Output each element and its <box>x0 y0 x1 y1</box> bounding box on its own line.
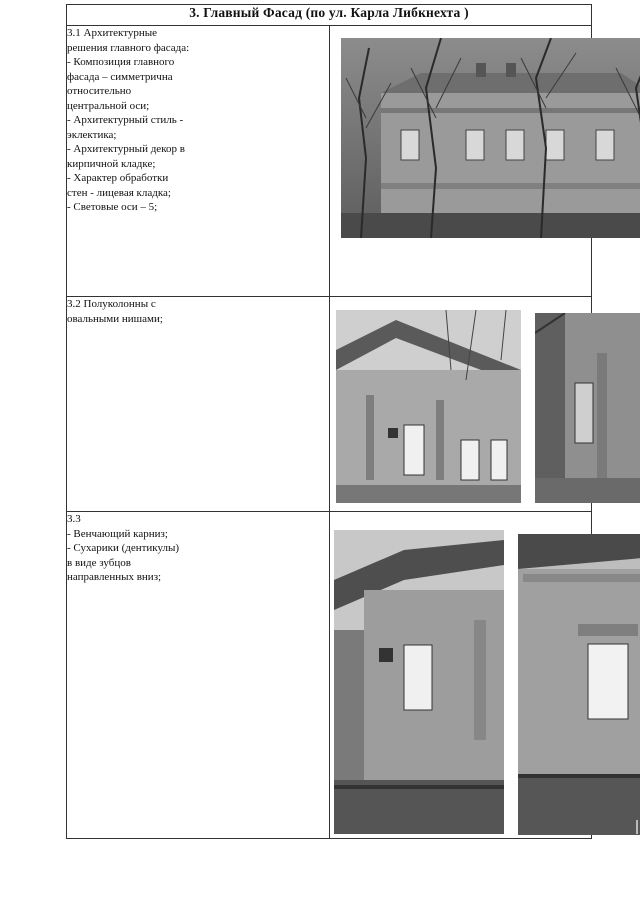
row-description: 3.2 Полуколонны с овальными нишами; <box>67 297 330 512</box>
half-columns-photo-2 <box>535 313 640 503</box>
table-row <box>67 297 592 512</box>
row-description: 3.1 Архитектурные решения главного фасада: - Композиция главного фасада – симметрична относительно центральной оси; - Архитектурный стиль - эклектика; - Архитектурный декор в кирпичной кладке; - Характер обработки стен - лицевая кладка; - Световые оси – 5; <box>67 26 330 297</box>
facade-table <box>66 4 592 839</box>
photo-cell <box>329 512 592 839</box>
main-facade-photo <box>341 38 640 238</box>
table-row <box>67 512 592 839</box>
section-title: 3. Главный Фасад (по ул. Карла Либкнехта ) <box>67 5 592 26</box>
scan-mark <box>636 820 638 834</box>
photo-cell <box>329 26 592 297</box>
table-row <box>67 26 592 297</box>
photo-cell <box>329 297 592 512</box>
cornice-photo-1 <box>334 530 504 834</box>
row-description: 3.3 - Венчающий карниз; - Сухарики (дентикулы) в виде зубцов направленных вниз; <box>67 512 330 839</box>
half-columns-photo-1 <box>336 310 521 503</box>
cornice-photo-2 <box>518 534 640 835</box>
